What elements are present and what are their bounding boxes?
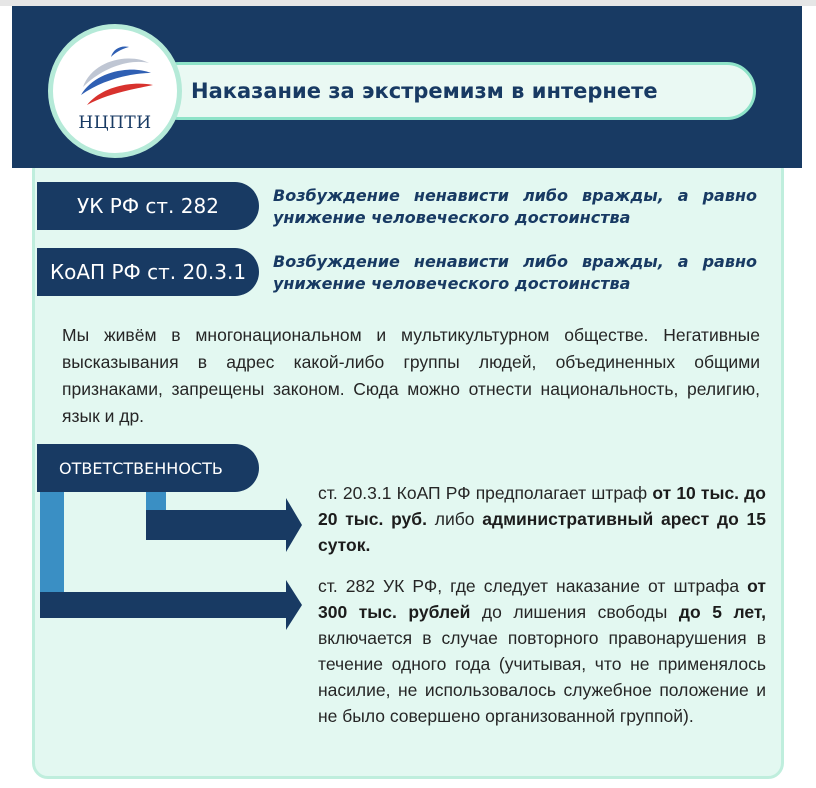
penalty-prison: до 5 лет, — [678, 602, 766, 622]
penalty-item-koap — [318, 480, 766, 558]
law-description-line: унижение человеческого достоинства — [273, 274, 631, 293]
penalty-text: до лишения свободы — [470, 602, 679, 622]
intro-paragraph: Мы живём в многонациональном и мультикультурном обществе. Негативные высказывания в адрес какой-либо группы людей, объединенных общими признаками, запрещены законом. Сюда можно отнести национальность, религию, язык и др. — [62, 325, 760, 426]
penalty-text: ст. 282 УК РФ, где следует наказание от штрафа — [318, 576, 748, 596]
penalty-text: ст. 20.3.1 КоАП РФ предполагает штраф — [318, 483, 653, 503]
law-code-uk-282: УК РФ ст. 282 — [37, 182, 259, 230]
law-description-line: унижение человеческого достоинства — [273, 208, 631, 227]
arrow-connector-long — [40, 492, 64, 592]
penalty-fine: от 10 тыс. до 20 тыс. руб. — [318, 483, 766, 529]
penalty-fine: от 300 тыс. рублей — [318, 576, 766, 622]
law-code-koap-20-3-1: КоАП РФ ст. 20.3.1 — [37, 248, 259, 296]
arrow-to-item2-icon — [40, 580, 302, 630]
law-description-line: Возбуждение ненависти либо вражды, а равно — [273, 186, 757, 205]
arrow-to-item1-icon — [146, 498, 302, 552]
law-description-line: Возбуждение ненависти либо вражды, а равно — [273, 252, 757, 271]
penalty-item-uk — [318, 573, 766, 729]
arrow-connector-short — [146, 492, 166, 510]
penalty-text: либо — [426, 509, 483, 529]
page-title: Наказание за экстремизм в интернете — [191, 79, 658, 103]
responsibility-label: ОТВЕТСТВЕННОСТЬ — [37, 444, 259, 492]
penalty-arrest: административный арест до 15 суток. — [318, 509, 766, 555]
penalty-text: включается в случае повторного правонарушения в течение одного года (учитывая, что не применялось насилие, не использовалось служебное положение и не было совершено организованной группой). — [318, 628, 766, 726]
logo-text: НЦПТИ — [78, 113, 152, 133]
